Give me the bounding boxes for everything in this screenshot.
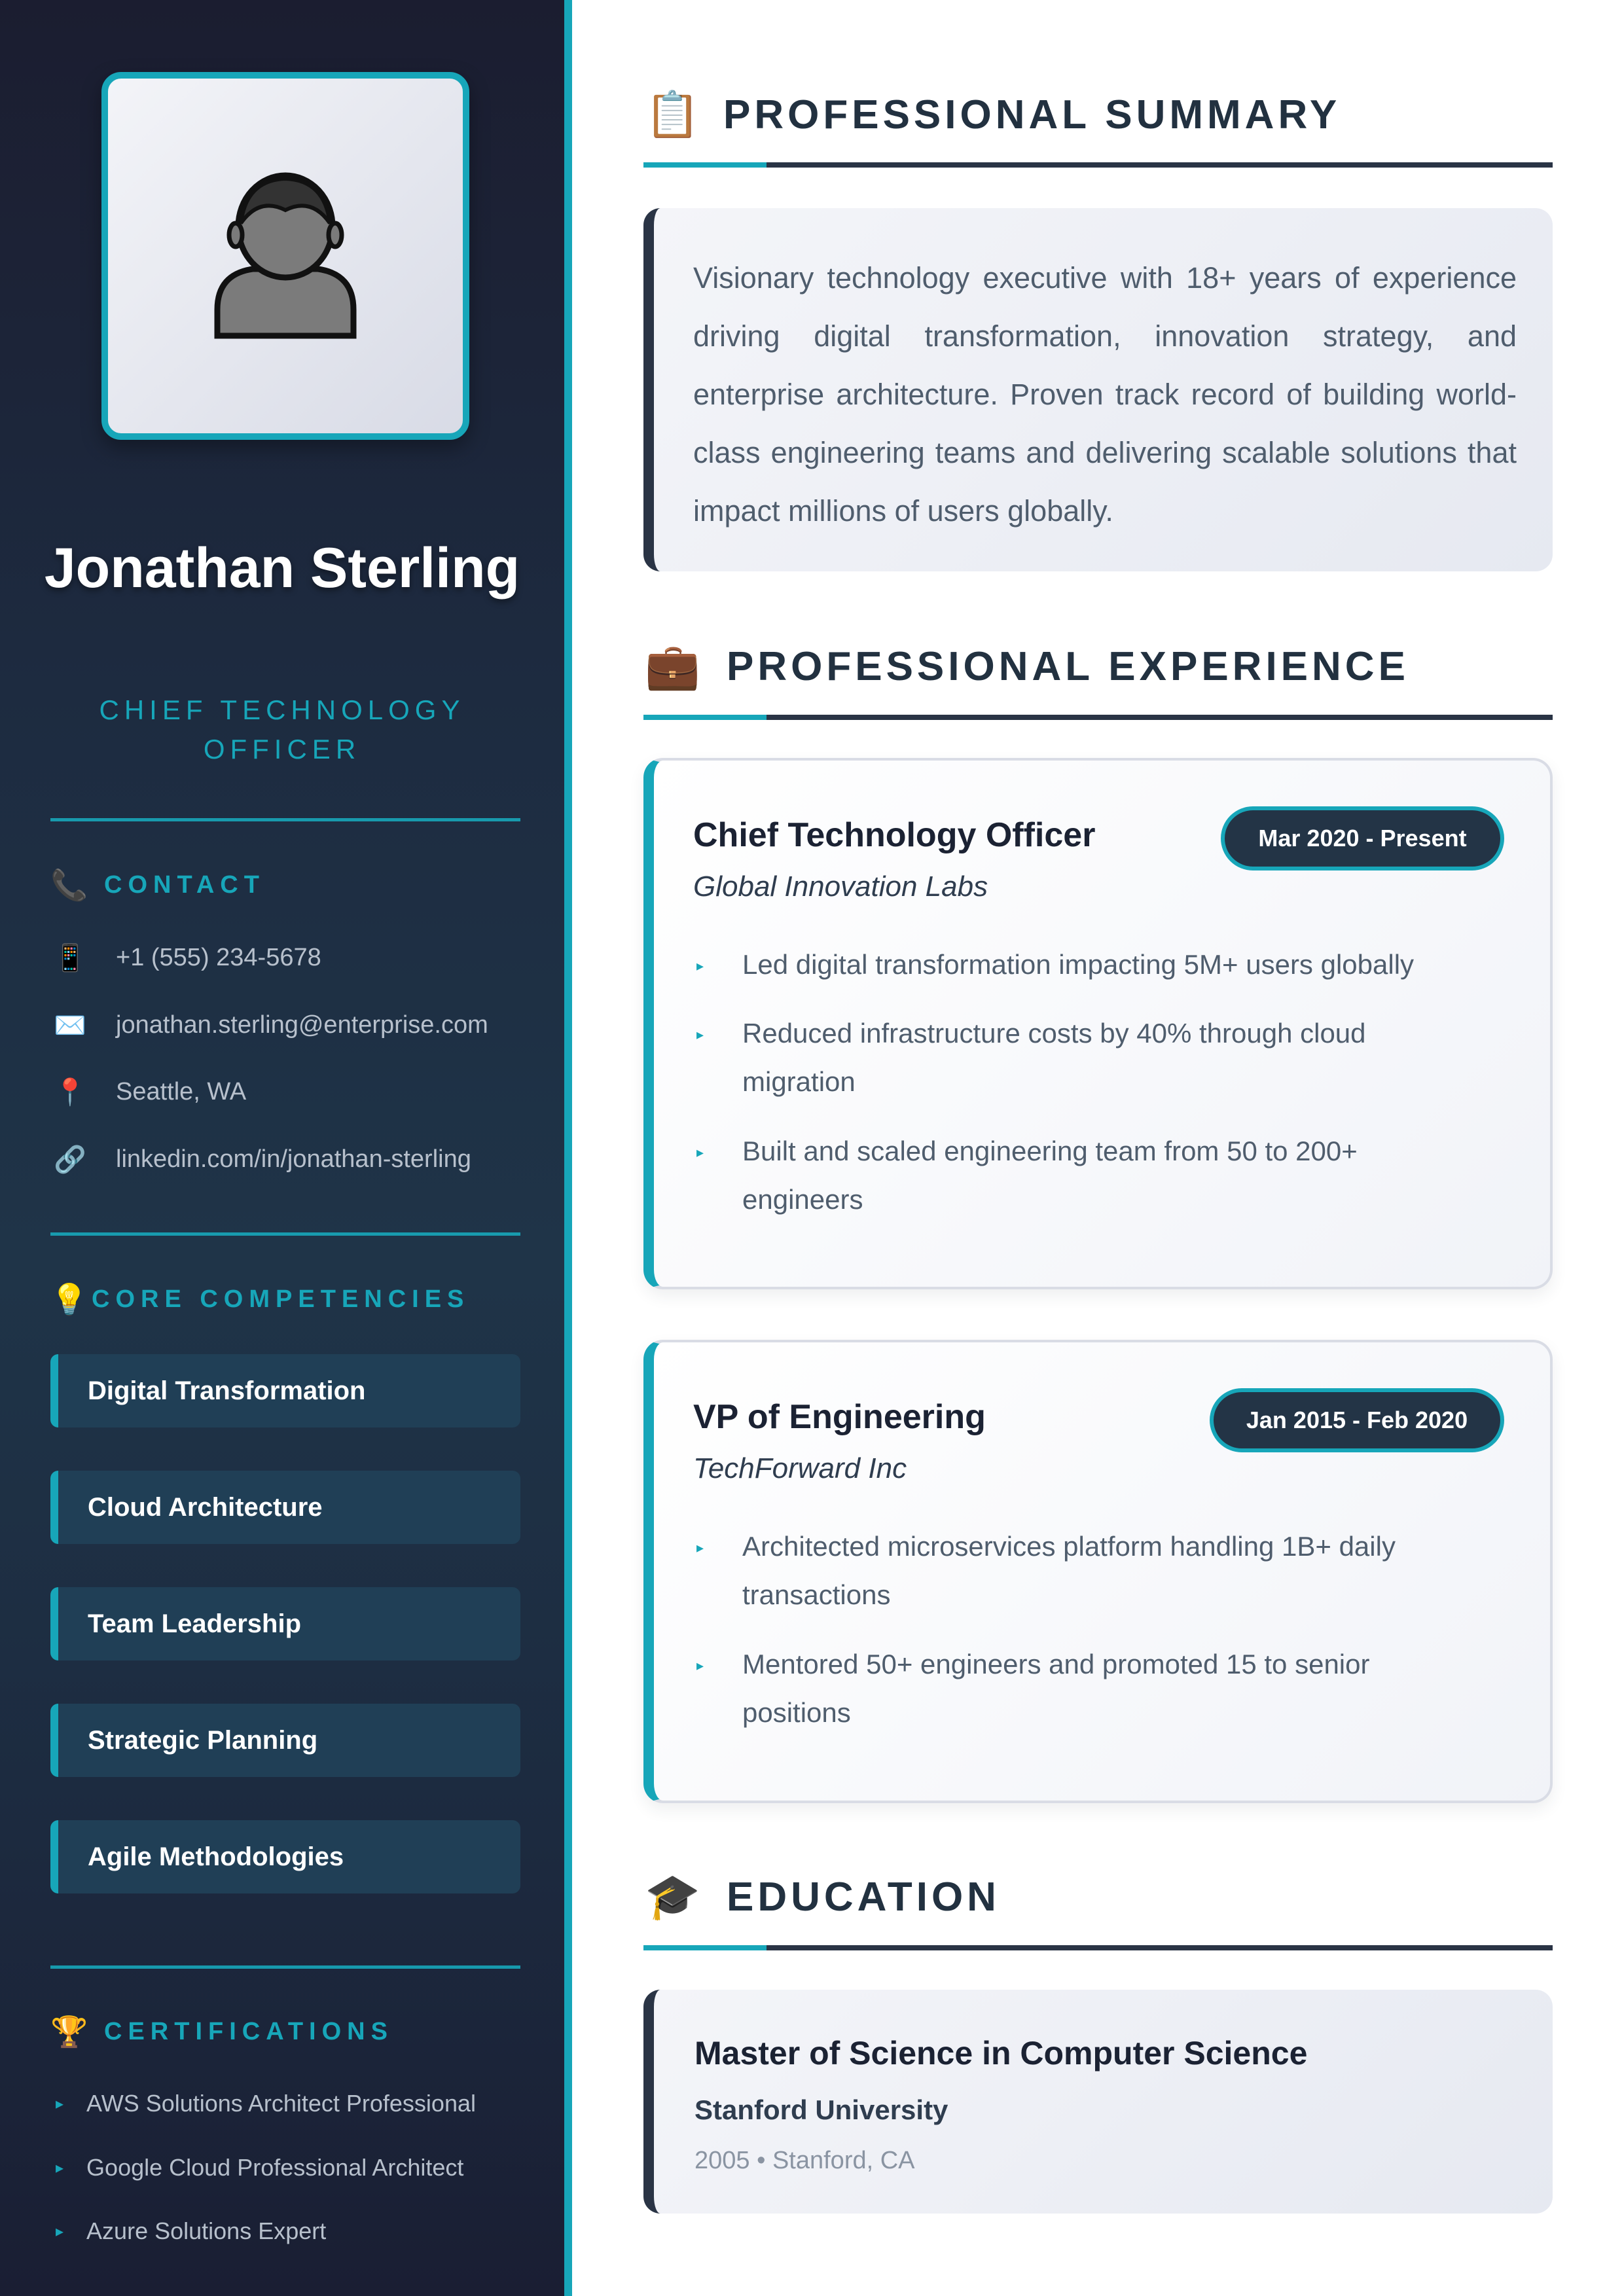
job-title: Chief Technology Officer	[693, 816, 1096, 854]
achievement-text: Architected microservices platform handling 1B+ daily transactions	[742, 1531, 1396, 1610]
link-icon: 🔗	[54, 1145, 86, 1174]
person-name: Jonathan Sterling	[44, 537, 520, 600]
competency-tag: Digital Transformation	[50, 1354, 520, 1427]
competency-tag: Agile Methodologies	[50, 1820, 520, 1893]
bullet-icon: ▸	[56, 2222, 64, 2240]
mobile-phone-icon: 📱	[54, 944, 86, 973]
competency-tag: Cloud Architecture	[50, 1471, 520, 1544]
bullet-icon: ▸	[696, 1144, 704, 1160]
clipboard-icon: 📋	[645, 90, 704, 139]
contact-phone-text: +1 (555) 234-5678	[116, 944, 321, 971]
contact-location	[50, 1077, 246, 1107]
contact-location-text: Seattle, WA	[116, 1078, 247, 1105]
divider	[50, 1232, 520, 1236]
education-box	[643, 1990, 1553, 2214]
section-rule	[643, 1945, 1553, 1950]
job-dates-badge: Mar 2020 - Present	[1221, 806, 1504, 870]
competency-tag: Team Leadership	[50, 1587, 520, 1660]
job-company: Global Innovation Labs	[693, 870, 988, 903]
achievement-text: Led digital transformation impacting 5M+ users globally	[742, 949, 1415, 980]
education-degree: Master of Science in Computer Science	[695, 2035, 1308, 2072]
education-heading-label: EDUCATION	[727, 1874, 1000, 1920]
briefcase-icon: 💼	[645, 641, 704, 691]
certification-item	[56, 2217, 326, 2245]
contact-phone[interactable]	[50, 942, 321, 973]
education-school: Stanford University	[695, 2094, 948, 2125]
contact-email[interactable]	[50, 1010, 488, 1041]
education-heading	[645, 1871, 1000, 1923]
competencies-heading	[50, 1282, 469, 1318]
bullet-icon: ▸	[56, 2159, 64, 2177]
certifications-heading-label: CERTIFICATIONS	[104, 2018, 393, 2045]
bullet-icon: ▸	[696, 1657, 704, 1674]
certification-text: AWS Solutions Architect Professional	[86, 2090, 476, 2117]
certification-item	[56, 2154, 463, 2181]
experience-heading	[645, 640, 1409, 692]
job-card	[643, 758, 1553, 1289]
trophy-icon: 🏆	[50, 2015, 94, 2049]
achievement-item	[696, 1009, 1403, 1106]
achievement-text: Built and scaled engineering team from 50 to 200+ engineers	[742, 1136, 1358, 1215]
competencies-heading-label: CORE COMPETENCIES	[92, 1285, 470, 1313]
pushpin-icon: 📍	[54, 1078, 86, 1107]
job-dates-badge: Jan 2015 - Feb 2020	[1210, 1388, 1504, 1452]
certifications-heading	[50, 2014, 393, 2050]
summary-heading-label: PROFESSIONAL SUMMARY	[723, 92, 1341, 137]
experience-heading-label: PROFESSIONAL EXPERIENCE	[727, 643, 1409, 689]
bullet-icon: ▸	[696, 958, 704, 974]
sidebar	[0, 0, 564, 2296]
education-meta: 2005 • Stanford, CA	[695, 2147, 915, 2174]
telephone-icon: 📞	[50, 868, 94, 902]
certification-text: Google Cloud Professional Architect	[86, 2154, 464, 2181]
job-title: VP of Engineering	[693, 1398, 986, 1436]
light-bulb-icon: 💡	[50, 1282, 94, 1316]
section-rule	[643, 162, 1553, 168]
job-company: TechForward Inc	[693, 1452, 907, 1484]
achievement-text: Reduced infrastructure costs by 40% through cloud migration	[742, 1018, 1366, 1097]
bullet-icon: ▸	[696, 1539, 704, 1556]
certification-text: Azure Solutions Expert	[86, 2217, 327, 2244]
divider	[50, 818, 520, 821]
achievement-item	[696, 1640, 1443, 1737]
bullet-icon: ▸	[696, 1026, 704, 1043]
achievement-item	[696, 1127, 1403, 1224]
summary-text: Visionary technology executive with 18+ years of experience driving digital transformation, innovation strategy, and enterprise architecture. Proven track record of building world-class engineering teams and delivering scalable solutions that impact millions of users globally.	[693, 261, 1517, 528]
contact-linkedin[interactable]	[50, 1144, 471, 1175]
bullet-icon: ▸	[56, 2094, 64, 2113]
divider	[50, 1965, 520, 1969]
achievement-item	[696, 941, 1449, 990]
summary-box	[643, 208, 1553, 571]
graduation-cap-icon: 🎓	[645, 1872, 704, 1922]
avatar-icon	[213, 171, 357, 341]
achievement-item	[696, 1522, 1443, 1619]
envelope-icon: ✉️	[54, 1011, 86, 1040]
contact-heading	[50, 867, 265, 903]
contact-email-text: jonathan.sterling@enterprise.com	[116, 1011, 488, 1039]
achievement-text: Mentored 50+ engineers and promoted 15 to senior positions	[742, 1649, 1370, 1728]
sidebar-accent-border	[564, 0, 572, 2296]
profile-photo	[101, 72, 469, 440]
certification-item	[56, 2090, 476, 2117]
summary-heading	[645, 88, 1341, 141]
competency-tag: Strategic Planning	[50, 1704, 520, 1777]
contact-linkedin-text: linkedin.com/in/jonathan-sterling	[116, 1145, 471, 1173]
contact-heading-label: CONTACT	[104, 871, 265, 899]
section-rule	[643, 715, 1553, 720]
job-card	[643, 1340, 1553, 1803]
person-title: CHIEF TECHNOLOGY OFFICER	[99, 694, 465, 764]
